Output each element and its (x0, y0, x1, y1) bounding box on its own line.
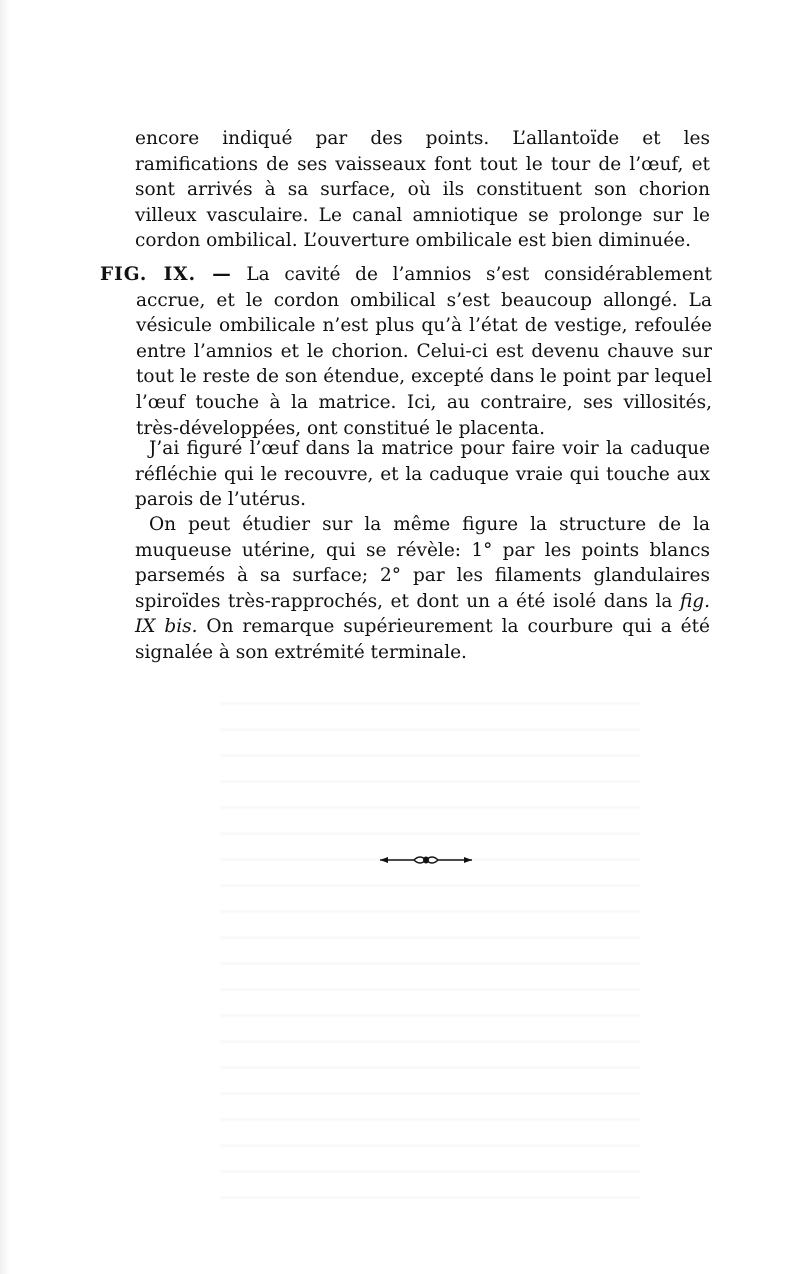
paragraph-text-start: On peut étudier sur la même figure la structure de la muqueuse utérine, qui se révèle: 1° par les points blancs parsemés à sa surface; 2° par les filaments glandulaires spiroïdes très-rapprochés, et dont un a été isolé dans la (135, 514, 710, 612)
figure-label: FIG. IX. — (100, 264, 232, 285)
tailpiece-ornament-icon (378, 852, 474, 868)
paragraph-muqueuse (135, 512, 710, 666)
figure-description: La cavité de l’amnios s’est considérablement accrue, et le cordon ombilical s’est beaucoup allongé. La vésicule ombilicale n’est plus qu’à l’état de vestige, refoulée entre l’amnios et le chorion. Celui-ci est devenu chauve sur tout le reste de son étendue, excepté dans le point par lequel l’œuf touche à la matrice. Ici, au contraire, ses villosités, très-développées, ont constitué le placenta. (136, 264, 712, 439)
paragraph-caduque: J’ai figuré l’œuf dans la matrice pour faire voir la caduque réfléchie qui le recouvre, et la caduque vraie qui touche aux parois de l’utérus. (135, 438, 710, 511)
page-edge-shadow (0, 0, 10, 1274)
paragraph-continuation: encore indiqué par des points. L’allantoïde et les ramifications de ses vaisseaux font tout le tour de l’œuf, et sont arrivés à sa surface, où ils constituent son chorion villeux vasculaire. Le canal amniotique se prolonge sur le cordon ombilical. L’ouverture ombilicale est bien diminuée. (135, 128, 710, 252)
figure-reference: fig. IX bis. (135, 590, 710, 638)
paragraph-fig-ix (100, 262, 712, 441)
show-through-texture (220, 680, 640, 1220)
paragraph-text-end: On remarque supérieurement la courbure qui a été signalée à son extrémité terminale. (135, 616, 711, 663)
